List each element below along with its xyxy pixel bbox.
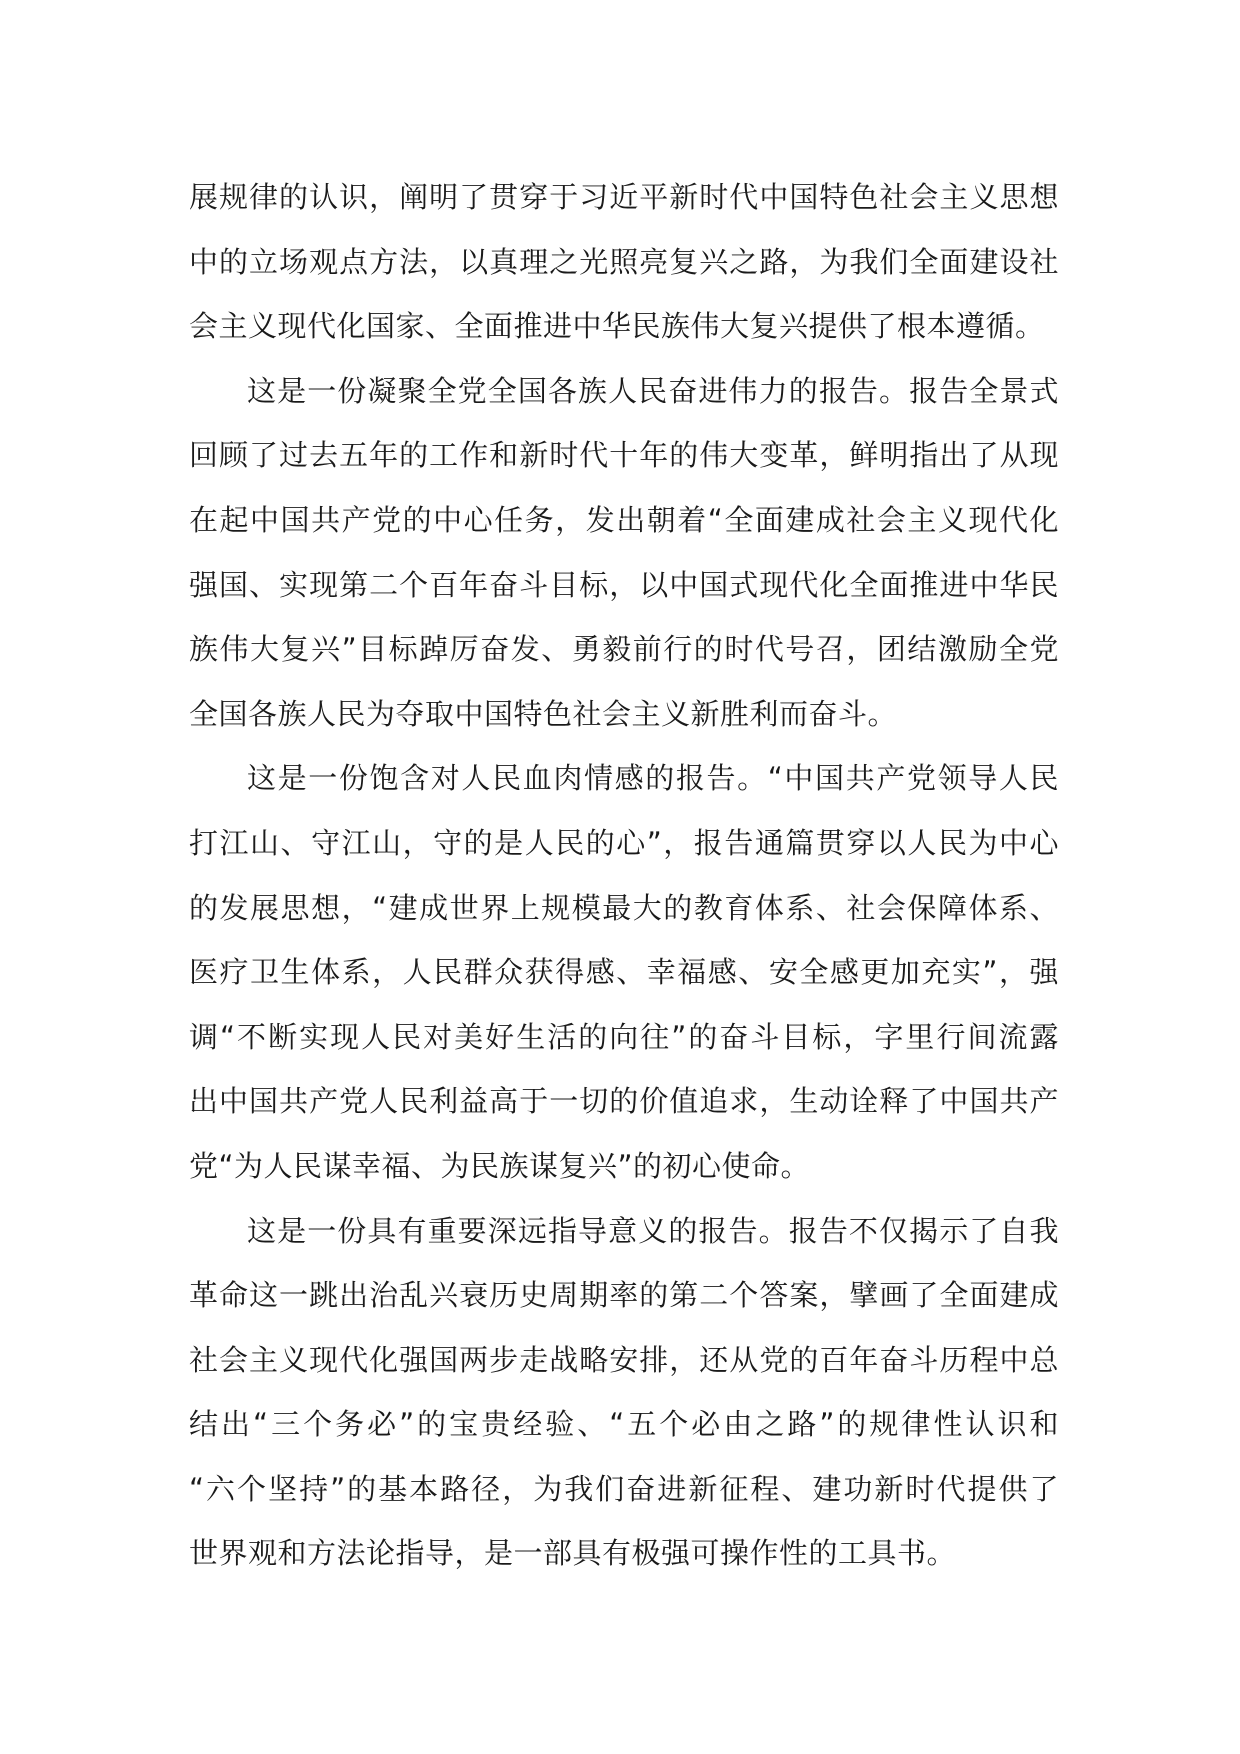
text-line: 世界观和方法论指导，是一部具有极强可操作性的工具书。 xyxy=(189,1536,957,1571)
text-line: 族伟大复兴”目标踔厉奋发、勇毅前行的时代号召，团结激励全党 xyxy=(189,632,1059,667)
text-line: 回顾了过去五年的工作和新时代十年的伟大变革，鲜明指出了从现 xyxy=(189,438,1059,473)
paragraph-start-line: 这是一份具有重要深远指导意义的报告。报告不仅揭示了自我 xyxy=(247,1213,1059,1248)
text-line: “六个坚持”的基本路径，为我们奋进新征程、建功新时代提供了 xyxy=(189,1471,1059,1506)
text-line: 社会主义现代化强国两步走战略安排，还从党的百年奋斗历程中总 xyxy=(189,1342,1059,1377)
text-line: 出中国共产党人民利益高于一切的价值追求，生动诠释了中国共产 xyxy=(189,1084,1059,1119)
text-line: 党“为人民谋幸福、为民族谋复兴”的初心使命。 xyxy=(189,1148,811,1183)
text-line: 中的立场观点方法，以真理之光照亮复兴之路，为我们全面建设社 xyxy=(189,244,1059,279)
text-line: 强国、实现第二个百年奋斗目标，以中国式现代化全面推进中华民 xyxy=(189,567,1059,602)
text-line: 革命这一跳出治乱兴衰历史周期率的第二个答案，擘画了全面建成 xyxy=(189,1278,1059,1313)
paragraph-start-line: 这是一份凝聚全党全国各族人民奋进伟力的报告。报告全景式 xyxy=(247,373,1059,408)
text-line: 全国各族人民为夺取中国特色社会主义新胜利而奋斗。 xyxy=(189,696,898,731)
text-line: 在起中国共产党的中心任务，发出朝着“全面建成社会主义现代化 xyxy=(189,502,1059,537)
text-line: 医疗卫生体系，人民群众获得感、幸福感、安全感更加充实”，强 xyxy=(189,955,1059,990)
text-line: 展规律的认识，阐明了贯穿于习近平新时代中国特色社会主义思想 xyxy=(189,180,1059,214)
text-line: 结出“三个务必”的宝贵经验、“五个必由之路”的规律性认识和 xyxy=(189,1407,1059,1442)
text-line: 会主义现代化国家、全面推进中华民族伟大复兴提供了根本遵循。 xyxy=(189,309,1045,344)
document-body-text xyxy=(189,165,1059,1586)
text-line: 调“不断实现人民对美好生活的向往”的奋斗目标，字里行间流露 xyxy=(189,1019,1059,1054)
text-line: 打江山、守江山，守的是人民的心”，报告通篇贯穿以人民为中心 xyxy=(189,825,1059,860)
paragraph-start-line: 这是一份饱含对人民血肉情感的报告。“中国共产党领导人民 xyxy=(247,761,1059,796)
text-line: 的发展思想，“建成世界上规模最大的教育体系、社会保障体系、 xyxy=(189,890,1059,925)
